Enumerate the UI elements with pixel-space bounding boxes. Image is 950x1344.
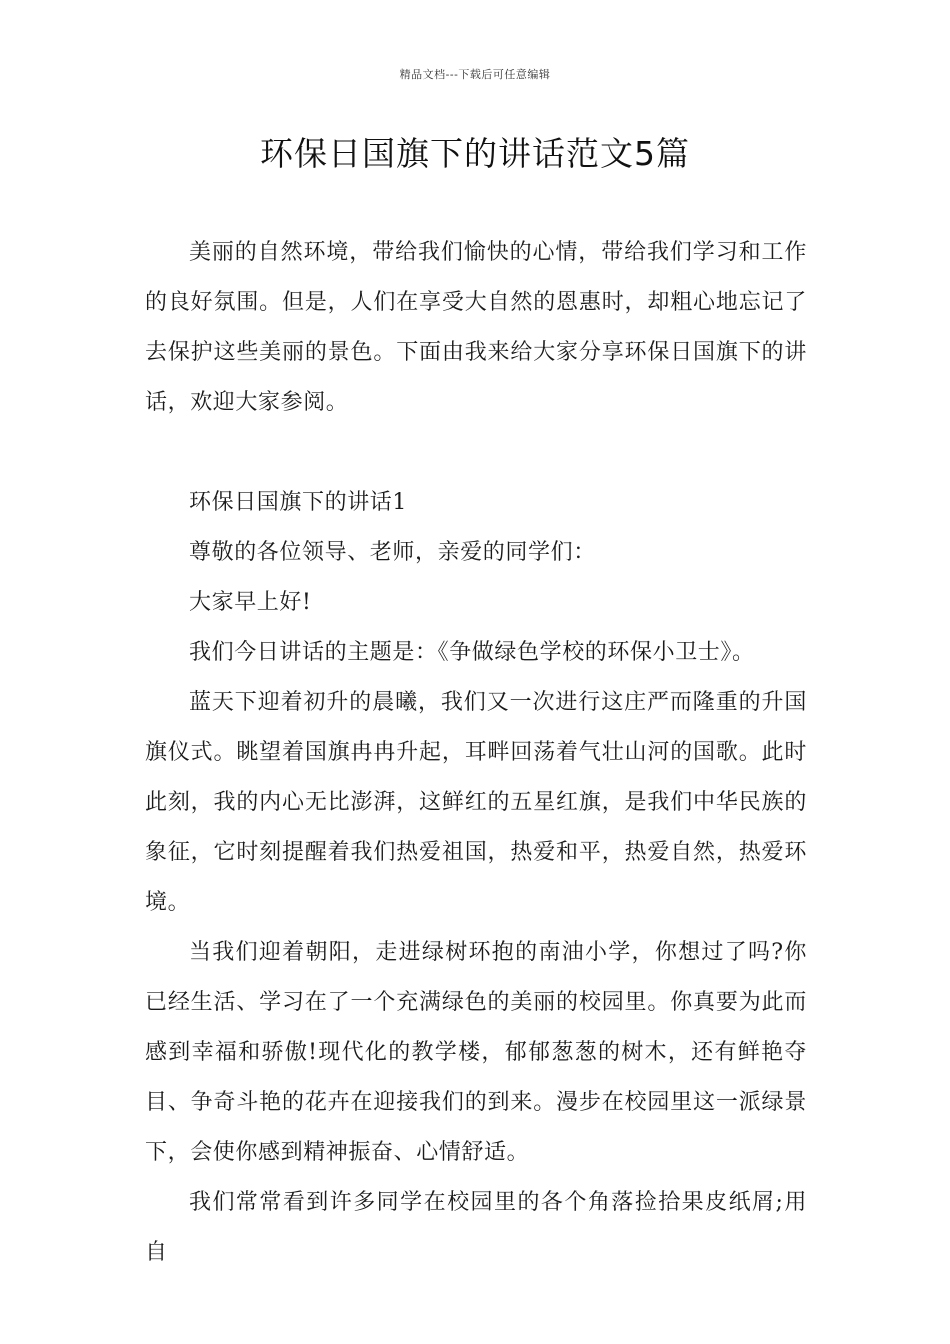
body-paragraph-3: 我们常常看到许多同学在校园里的各个角落捡拾果皮纸屑;用自 <box>145 1190 807 1265</box>
body-paragraph-1: 蓝天下迎着初升的晨曦，我们又一次进行这庄严而隆重的升国旗仪式。眺望着国旗冉冉升起，耳畔回荡着气壮山河的国歌。此时此刻，我的内心无比澎湃，这鲜红的五星红旗，是我们中华民族的象征，它时刻提醒着我们热爱祖国，热爱和平，热爱自然，热爱环境。 <box>145 690 807 915</box>
body-paragraph-2: 当我们迎着朝阳，走进绿树环抱的南油小学，你想过了吗?你已经生活、学习在了一个充满绿色的美丽的校园里。你真要为此而感到幸福和骄傲!现代化的教学楼，郁郁葱葱的树木，还有鲜艳夺目、争奇斗艳的花卉在迎接我们的到来。漫步在校园里这一派绿景下，会使你感到精神振奋、心情舒适。 <box>145 940 807 1165</box>
document-title: 环保日国旗下的讲话范文5篇 <box>260 134 690 173</box>
intro-paragraph: 美丽的自然环境，带给我们愉快的心情，带给我们学习和工作的良好氛围。但是，人们在享受大自然的恩惠时，却粗心地忘记了去保护这些美丽的景色。下面由我来给大家分享环保日国旗下的讲话，欢迎大家参阅。 <box>145 240 807 415</box>
header-note: 精品文档---下载后可任意编辑 <box>399 68 551 81</box>
intro-block <box>145 228 807 428</box>
theme-line: 我们今日讲话的主题是：《争做绿色学校的环保小卫士》。 <box>189 640 755 665</box>
speech-block <box>145 478 807 1278</box>
greeting: 大家早上好! <box>189 590 312 615</box>
section-heading: 环保日国旗下的讲话1 <box>189 490 407 515</box>
salutation: 尊敬的各位领导、老师，亲爱的同学们： <box>189 540 596 565</box>
